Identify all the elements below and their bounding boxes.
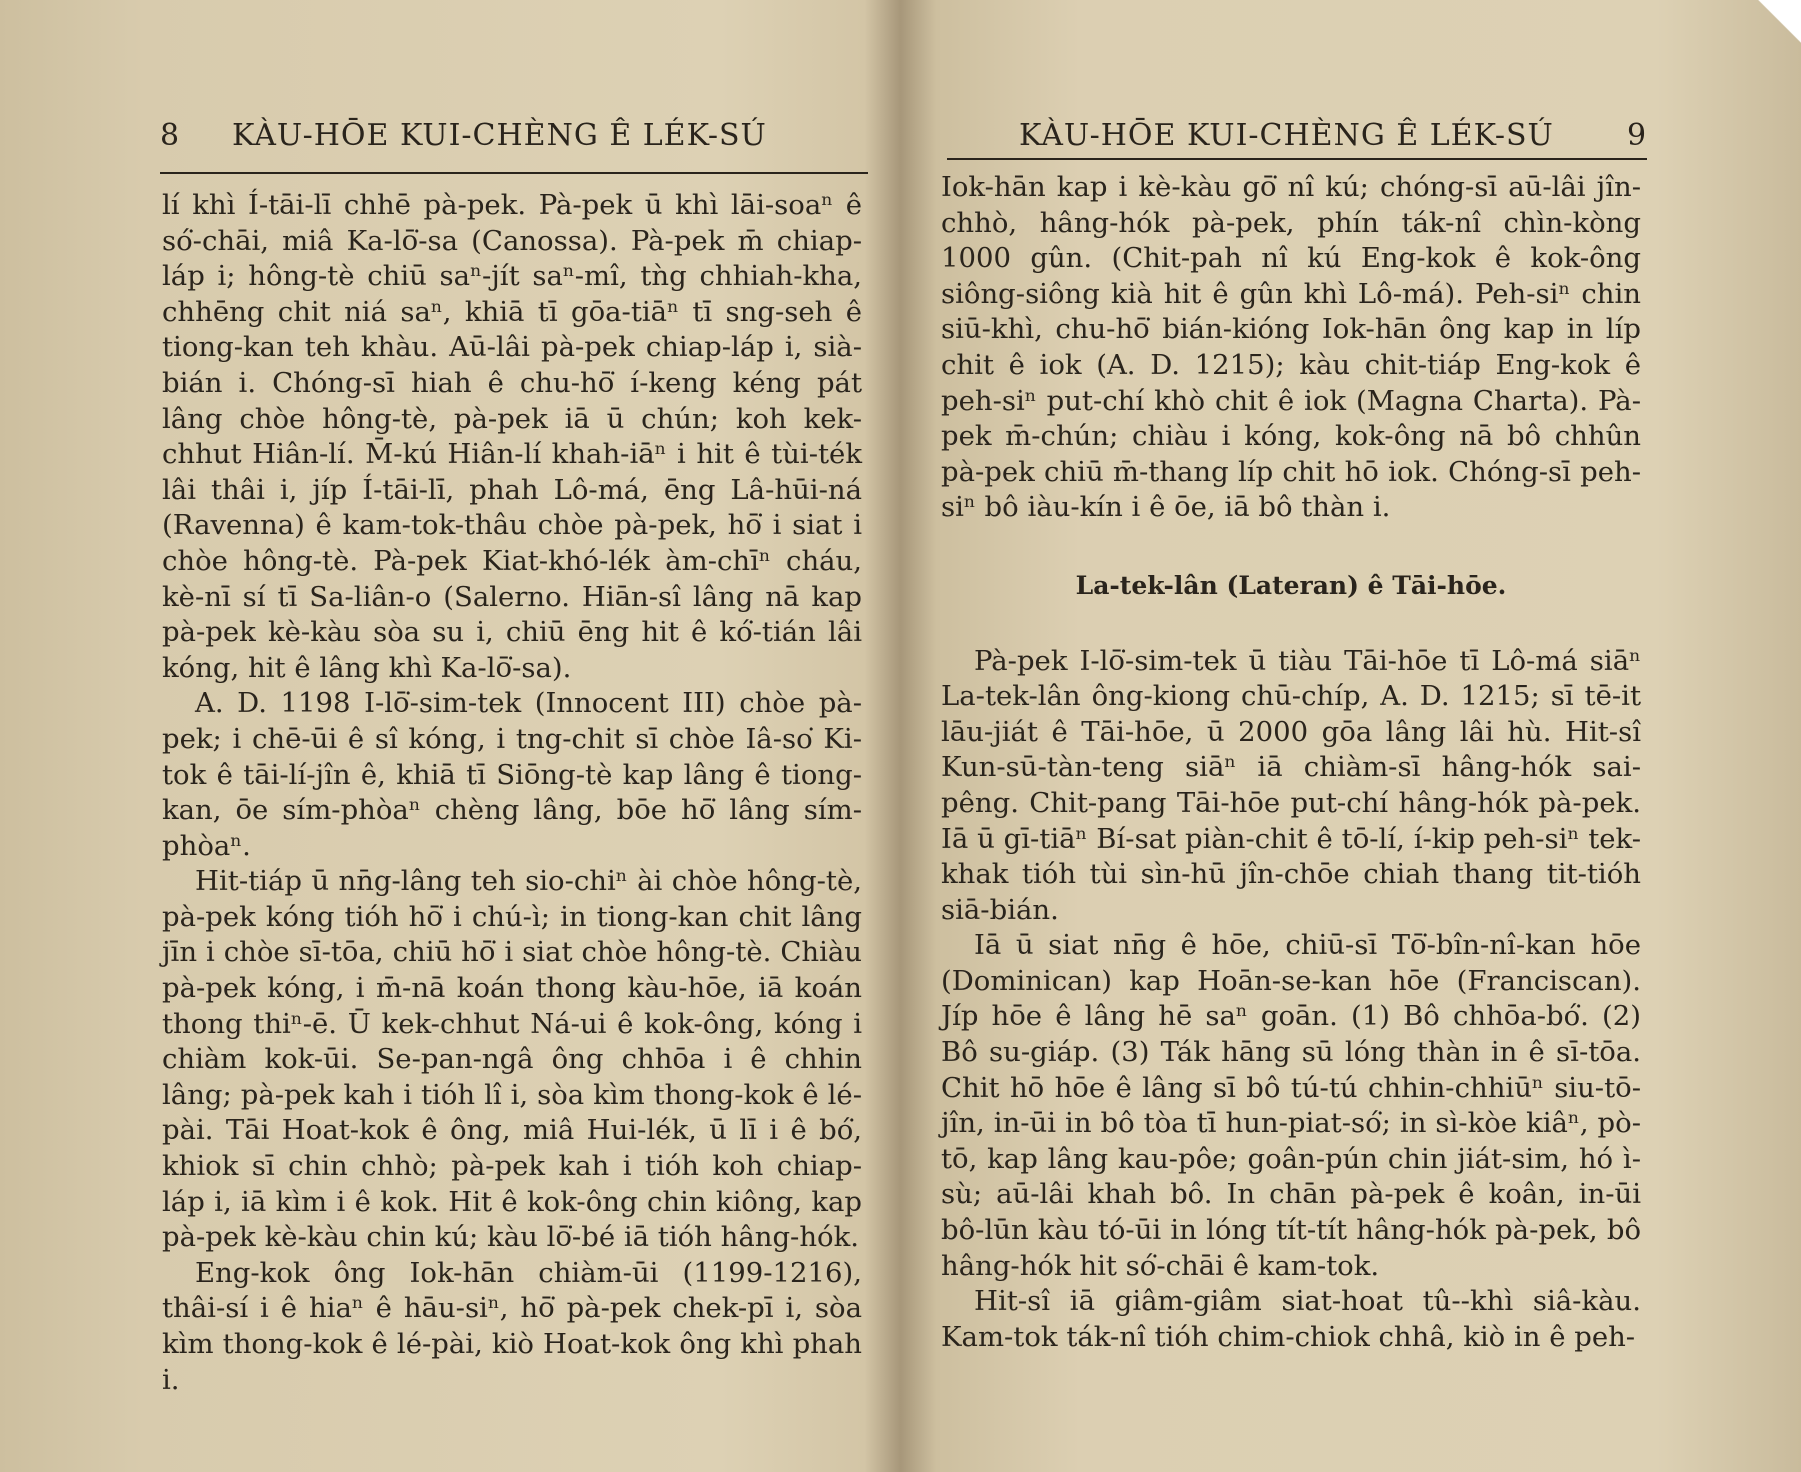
right-paragraph-2: Pà-pek I-lō͘-sim-tek ū tiàu Tāi-hōe tī Lô-má siāⁿ La-tek-lân ông-kiong chū-chíp, A. D. 1215; sī tē-it lāu-jiát ê Tāi-hōe, ū 2000 gōa lâng lâi hù. Hit-sî Kun-sū-tàn-teng siāⁿ iā chiàm-sī hâng-hók sai-pêng. Chit-pang Tāi-hōe put-chí hâng-hók pà-pek. Iā ū gī-tiāⁿ Bí-sat piàn-chit ê tō-lí, í-kip peh-siⁿ tek-khak tióh tùi sìn-hū jîn-chōe chiah thang tit-tióh siā-bián. [941,644,1641,926]
right-running-head: KÀU-HŌE KUI-CHÈNG Ê LÉK-SÚ [1019,118,1554,153]
right-paragraph-4: Hit-sî iā giâm-giâm siat-hoat tû--khì siâ-kàu. Kam-tok ták-nî tióh chim-chiok chhâ, kiò in ê peh- [941,1285,1641,1353]
right-body [941,170,1641,1355]
section-title: La-tek-lân (Lateran) ê Tāi-hōe. [1075,570,1507,600]
left-head-rule [160,172,868,174]
right-paragraph-3: Iā ū siat nn̄g ê hōe, chiū-sī Tō͘-bîn-nî-kan hōe (Dominican) kap Hoān-se-kan hōe (Franciscan). Jíp hōe ê lâng hē saⁿ goān. (1) Bô chhōa-bó͘. (2) Bô su-giáp. (3) Ták hāng sū lóng thàn in ê sī-tōa. Chit hō hōe ê lâng sī bô tú-tú chhin-chhiūⁿ siu-tō-jîn, in-ūi in bô tòa tī hun-piat-só͘; in sì-kòe kiâⁿ, pò-tō, kap lâng kau-pôe; goân-pún chin jiát-sim, hó ì-sù; aū-lâi khah bô. In chān pà-pek ê koân, in-ūi bô-lūn kàu tó-ūi in lóng tít-tít hâng-hók pà-pek, bô hâng-hók hit só͘-chāi ê kam-tok. [941,929,1641,1282]
left-paragraph-4: Eng-kok ông Iok-hān chiàm-ūi (1199-1216), thâi-sí i ê hiaⁿ ê hāu-siⁿ, hō͘ pà-pek chek-pī i, sòa kìm thong-kok ê lé-pài, kiò Hoat-kok ông khì phah i. [162,1256,862,1396]
torn-corner [1721,0,1801,60]
left-paragraph-3: Hit-tiáp ū nn̄g-lâng teh sio-chiⁿ ài chòe hông-tè, pà-pek kóng tióh hō͘ i chú-ì; in tiong-kan chit lâng jīn i chòe sī-tōa, chiū hō͘ i siat chòe hông-tè. Chiàu pà-pek kóng, i m̄-nā koán thong kàu-hōe, iā koán thong thiⁿ-ē. Ū kek-chhut Ná-ui ê kok-ông, kóng i chiàm kok-ūi. Se-pan-ngâ ông chhōa i ê chhin lâng; pà-pek kah i tióh lî i, sòa kìm thong-kok ê lé-pài. Tāi Hoat-kok ê ông, miâ Hui-lék, ū lī i ê bó͘, khiok sī chin chhò; pà-pek kah i tióh koh chiap-láp i, iā kìm i ê kok. Hit ê kok-ông chin kiông, kap pà-pek kè-kàu chin kú; kàu lō͘-bé iā tióh hâng-hók. [162,865,862,1254]
right-page [901,0,1801,1472]
left-page-number: 8 [160,118,181,153]
left-paragraph-1: lí khì Í-tāi-lī chhē pà-pek. Pà-pek ū khì lāi-soaⁿ ê só͘-chāi, miâ Ka-lō͘-sa (Canossa). Pà-pek m̄ chiap-láp i; hông-tè chiū saⁿ-jít saⁿ-mî, tǹg chhiah-kha, chhēng chit niá saⁿ, khiā tī gōa-tiāⁿ tī sng-seh ê tiong-kan teh khàu. Aū-lâi pà-pek chiap-láp i, sià-bián i. Chóng-sī hiah ê chu-hō͘ í-keng kéng pát lâng chòe hông-tè, pà-pek iā ū chún; koh kek-chhut Hiân-lí. M̄-kú Hiân-lí khah-iāⁿ i hit ê tùi-ték lâi thâi i, jíp Í-tāi-lī, phah Lô-má, ēng Lâ-hūi-ná (Ravenna) ê kam-tok-thâu chòe pà-pek, hō͘ i siat i chòe hông-tè. Pà-pek Kiat-khó-lék àm-chīⁿ cháu, kè-nī sí tī Sa-liân-o (Salerno. Hiān-sî lâng nā kap pà-pek kè-kàu sòa su i, chiū ēng hit ê kó͘-tián lâi kóng, hit ê lâng khì Ka-lō͘-sa). [162,189,862,684]
left-running-head: KÀU-HŌE KUI-CHÈNG Ê LÉK-SÚ [232,118,767,153]
left-body [162,188,862,1398]
left-paragraph-2: A. D. 1198 I-lō͘-sim-tek (Innocent III) chòe pà-pek; i chē-ūi ê sî kóng, i tng-chit sī chòe Iâ-so͘ Ki-tok ê tāi-lí-jîn ê, khiā tī Siōng-tè kap lâng ê tiong-kan, ōe sím-phòaⁿ chèng lâng, bōe hō͘ lâng sím-phòaⁿ. [162,687,862,862]
right-page-number: 9 [1627,118,1648,153]
right-head-rule [947,158,1647,160]
right-paragraph-1: Iok-hān kap i kè-kàu gō͘ nî kú; chóng-sī aū-lâi jîn-chhò, hâng-hók pà-pek, phín ták-nî chìn-kòng 1000 gûn. (Chit-pah nî kú Eng-kok ê kok-ông siông-siông kià hit ê gûn khì Lô-má). Peh-siⁿ chin siū-khì, chu-hō͘ bián-kióng Iok-hān ông kap in líp chit ê iok (A. D. 1215); kàu chit-tiáp Eng-kok ê peh-siⁿ put-chí khò chit ê iok (Magna Charta). Pà-pek m̄-chún; chiàu i kóng, kok-ông nā bô chhûn pà-pek chiū m̄-thang líp chit hō iok. Chóng-sī peh-siⁿ bô iàu-kín i ê ōe, iā bô thàn i. [941,171,1641,524]
left-page [0,0,900,1472]
